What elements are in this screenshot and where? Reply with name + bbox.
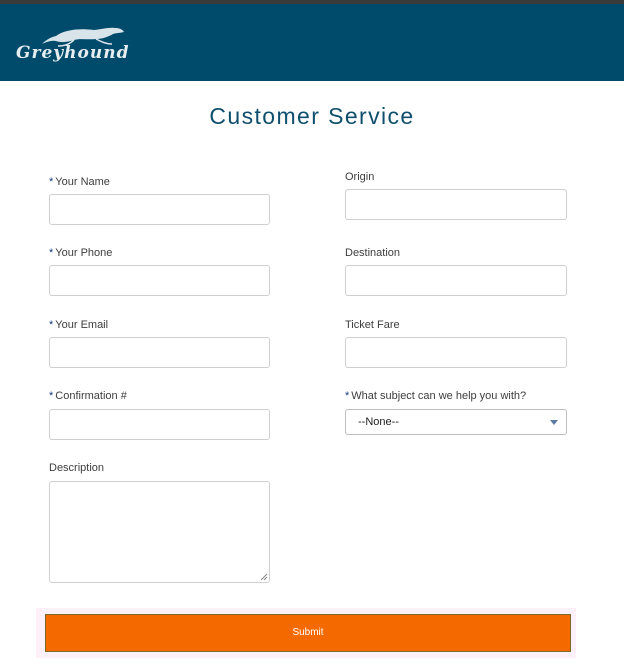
greyhound-logo[interactable] — [16, 24, 161, 64]
destination-input[interactable] — [345, 265, 567, 296]
ticket-fare-label: Ticket Fare — [345, 319, 400, 331]
resize-handle-icon[interactable] — [260, 573, 268, 581]
required-marker: * — [49, 390, 54, 402]
subject-label: * What subject can we help you with? — [345, 390, 527, 402]
required-marker: * — [49, 247, 54, 259]
required-marker: * — [49, 319, 54, 331]
your-phone-label: * Your Phone — [49, 247, 113, 259]
logo-wordmark: Greyhound — [16, 43, 130, 63]
confirmation-input[interactable] — [49, 409, 270, 440]
your-name-input[interactable] — [49, 194, 270, 225]
your-phone-input[interactable] — [49, 265, 270, 296]
your-email-input[interactable] — [49, 337, 270, 368]
required-marker: * — [345, 390, 350, 402]
your-email-label: * Your Email — [49, 319, 109, 331]
submit-button[interactable]: Submit — [45, 614, 571, 652]
origin-input[interactable] — [345, 189, 567, 220]
dropdown-arrow-icon — [550, 420, 558, 425]
description-label: Description — [49, 462, 105, 474]
your-name-label: * Your Name — [49, 176, 110, 188]
subject-select-value: --None-- — [358, 416, 399, 428]
subject-select[interactable] — [345, 409, 567, 435]
confirmation-label: * Confirmation # — [49, 390, 127, 402]
required-marker: * — [49, 176, 54, 188]
origin-label: Origin — [345, 171, 375, 183]
description-textarea[interactable] — [49, 481, 270, 583]
ticket-fare-input[interactable] — [345, 337, 567, 368]
site-header — [0, 4, 624, 81]
destination-label: Destination — [345, 247, 401, 259]
page-title: Customer Service — [209, 103, 415, 129]
